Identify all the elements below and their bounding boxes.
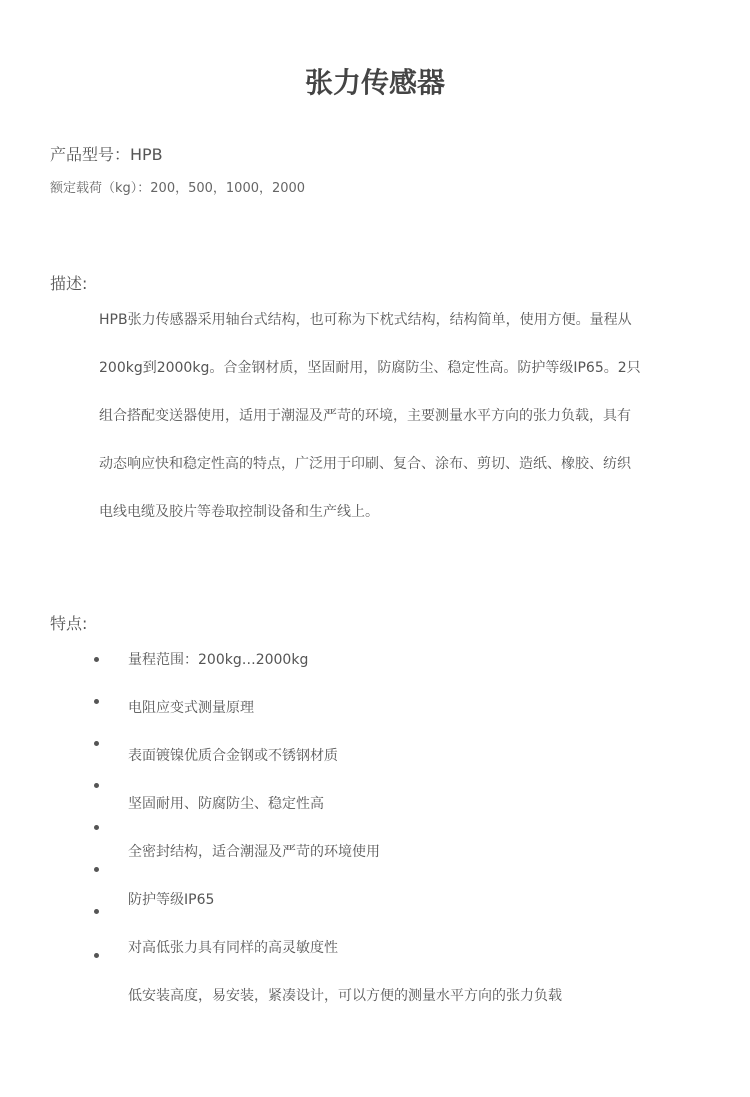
bullet-icon [94, 783, 99, 788]
features-heading: 特点: [50, 614, 88, 633]
bullet-icon [94, 953, 99, 958]
description-line: HPB张力传感器采用轴台式结构，也可称为下枕式结构，结构简单，使用方便。量程从 [99, 312, 632, 328]
feature-item [90, 832, 690, 880]
feature-text: 量程范围：200kg…2000kg [128, 652, 309, 668]
feature-text: 坚固耐用、防腐防尘、稳定性高 [128, 796, 324, 812]
feature-text: 低安装高度，易安装，紧凑设计，可以方便的测量水平方向的张力负载 [128, 988, 562, 1004]
feature-text: 电阻应变式测量原理 [128, 700, 254, 716]
bullet-icon [94, 657, 99, 662]
feature-item [90, 736, 690, 784]
description-line: 200kg到2000kg。合金钢材质，坚固耐用，防腐防尘、稳定性高。防护等级IP65。2只 [99, 360, 641, 376]
description-body [99, 300, 659, 540]
bullet-icon [94, 909, 99, 914]
description-line: 组合搭配变送器使用，适用于潮湿及严苛的环境，主要测量水平方向的张力负载，具有 [99, 408, 631, 424]
feature-text: 防护等级IP65 [128, 892, 215, 908]
rated-load: 额定载荷（kg）：200，500，1000，2000 [50, 181, 306, 196]
feature-item [90, 688, 690, 736]
bullet-icon [94, 867, 99, 872]
product-model: 产品型号：HPB [50, 145, 163, 164]
description-heading: 描述: [50, 274, 88, 293]
feature-item [90, 976, 690, 1024]
feature-item [90, 880, 690, 928]
bullet-icon [94, 741, 99, 746]
feature-text: 全密封结构，适合潮湿及严苛的环境使用 [128, 844, 380, 860]
bullet-icon [94, 825, 99, 830]
description-line: 电线电缆及胶片等卷取控制设备和生产线上。 [99, 504, 379, 520]
bullet-icon [94, 699, 99, 704]
feature-item [90, 784, 690, 832]
description-line: 动态响应快和稳定性高的特点，广泛用于印刷、复合、涂布、剪切、造纸、橡胶、纺织 [99, 456, 631, 472]
feature-text: 表面镀镍优质合金钢或不锈钢材质 [128, 748, 338, 764]
page-title: 张力传感器 [304, 65, 445, 99]
features-list [90, 640, 690, 1024]
feature-text: 对高低张力具有同样的高灵敏度性 [128, 940, 338, 956]
feature-item [90, 928, 690, 976]
feature-item [90, 640, 690, 688]
